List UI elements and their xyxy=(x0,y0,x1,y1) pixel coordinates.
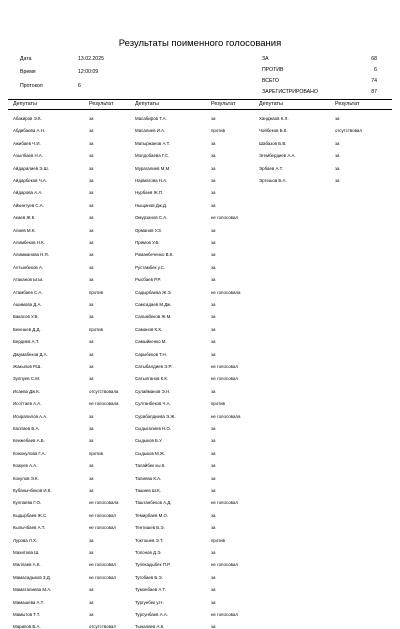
deputy-name: Мамасадыков З.Д. xyxy=(13,574,51,580)
vote-result: отсутствовал xyxy=(89,624,116,629)
deputy-name: Тентишев Б.Э. xyxy=(135,525,165,531)
deputy-name: Рысбаев Р.Р. xyxy=(135,277,161,283)
vote-result: не голосовал xyxy=(211,612,238,617)
vote-result: за xyxy=(335,165,340,171)
deputy-name: Кенжебаев А.Б. xyxy=(13,438,45,444)
vote-result: за xyxy=(89,364,94,369)
deputy-name: Жакыпов Р.Ш. xyxy=(13,364,42,369)
vote-result: за xyxy=(89,339,94,345)
vote-result: за xyxy=(89,537,94,543)
vote-result: за xyxy=(211,302,216,307)
deputy-name: Орманов У.З. xyxy=(135,227,163,233)
deputy-name: Мамытов Т.Т. xyxy=(13,612,41,617)
vote-result: за xyxy=(89,153,94,159)
vote-result: за xyxy=(211,178,216,183)
deputy-name: Акаев Ж.К. xyxy=(13,215,36,221)
vote-result: за xyxy=(211,599,216,605)
summary-value: 74 xyxy=(371,78,377,84)
deputy-name: Романбеченко В.К. xyxy=(135,252,174,258)
vote-result: за xyxy=(211,438,216,444)
vote-result: за xyxy=(211,574,216,580)
vote-result: за xyxy=(211,587,216,593)
deputy-name: Рустамбек у.С. xyxy=(135,264,166,270)
vote-result: за xyxy=(89,178,94,183)
column-header-deputies: Депутаты xyxy=(259,101,283,107)
deputy-name: Ташиев Ш.К. xyxy=(135,488,161,493)
deputy-name: Абакиров Э.К. xyxy=(13,116,42,121)
deputy-name: Примов У.Б. xyxy=(135,240,160,245)
vote-result: за xyxy=(89,351,94,357)
vote-result: за xyxy=(211,326,216,332)
vote-result: за xyxy=(89,202,94,208)
deputy-name: Тыналиев А.К. xyxy=(135,624,165,629)
vote-result: не голосовал xyxy=(89,512,116,518)
deputy-name: Сатылганов К.К. xyxy=(135,376,169,382)
vote-result: за xyxy=(89,227,94,233)
vote-result: за xyxy=(335,116,340,121)
deputy-name: Бакасов У.Б. xyxy=(13,314,39,320)
vote-result: за xyxy=(89,264,94,270)
vote-result: не голосовал xyxy=(89,574,116,580)
deputy-name: Абдибаева А.Н. xyxy=(13,128,46,134)
deputy-name: Кокулов Э.К. xyxy=(13,475,39,481)
vote-result: за xyxy=(211,624,216,629)
deputy-name: Ныщанов Дж.Д. xyxy=(135,202,168,208)
vote-result: не голосовала xyxy=(89,401,119,407)
vote-result: против xyxy=(89,450,103,456)
deputy-name: Исоттаев А.А. xyxy=(13,401,42,407)
date-value: 13.02.2025 xyxy=(78,56,104,62)
summary-label: ЗАРЕГИСТРИРОВАНО xyxy=(262,89,318,95)
deputy-name: Махитова Ш. xyxy=(13,550,40,555)
deputy-name: Топонов Д.Э. xyxy=(135,550,162,555)
summary-label: ВСЕГО xyxy=(262,78,280,84)
vote-result: не голосовал xyxy=(211,376,238,382)
deputy-name: Сатыбалдиев Э.Р. xyxy=(135,364,172,369)
deputy-name: Мурагалиев М.М. xyxy=(135,165,171,171)
column-header-deputies: Депутаты xyxy=(135,101,159,107)
vote-result: против xyxy=(89,289,103,295)
vote-result: за xyxy=(89,140,94,146)
vote-result: за xyxy=(211,463,216,469)
column-header-deputies: Депутаты xyxy=(13,101,37,107)
deputy-name: Талайбек кы.К. xyxy=(135,463,166,469)
vote-result: за xyxy=(89,215,94,221)
vote-result: за xyxy=(211,277,216,283)
deputy-name: Кожуев А.А. xyxy=(13,463,38,469)
deputy-name: Атаканов Ы.Ы. xyxy=(13,277,44,283)
summary-label: ЗА xyxy=(262,56,269,62)
deputy-name: Алтынбеков А. xyxy=(13,264,44,270)
deputy-name: Исирапилов А.А. xyxy=(13,413,48,419)
vote-result: за xyxy=(211,240,216,245)
deputy-name: Тугобаев Б.Э. xyxy=(135,574,163,580)
vote-result: за xyxy=(89,240,94,245)
vote-result: за xyxy=(335,140,340,146)
vote-result: за xyxy=(211,512,216,518)
vote-result: за xyxy=(211,550,216,555)
vote-result: за xyxy=(89,426,94,431)
deputy-name: Тургунбек у.Н. xyxy=(135,599,164,605)
deputy-name: Сальмбеков Ж.М. xyxy=(135,314,172,320)
deputy-name: Молдобаева Г.С. xyxy=(135,153,170,159)
vote-result: не голосовала xyxy=(211,289,241,295)
deputy-name: Эгембердиев А.А. xyxy=(259,153,296,159)
deputy-name: Турсунбаев А.А. xyxy=(135,612,168,617)
deputy-name: Омурзанов С.А. xyxy=(135,215,168,221)
deputy-name: Садырбаева Ж.Э. xyxy=(135,289,172,295)
vote-result: не голосовала xyxy=(89,500,119,506)
deputy-name: Матыржанов А.Т. xyxy=(135,140,171,146)
deputy-name: Сыдыгалиев Н.О. xyxy=(135,426,172,431)
vote-result: не голосовал xyxy=(89,562,116,568)
vote-result: за xyxy=(89,252,94,258)
vote-result: за xyxy=(89,190,94,196)
deputy-name: Темирбаев М.О. xyxy=(135,512,169,518)
deputy-name: Тулекадыбек П.Р. xyxy=(135,562,171,568)
protocol-value: 6 xyxy=(78,83,81,89)
vote-result: за xyxy=(211,351,216,357)
vote-result: не голосовал xyxy=(211,562,238,568)
vote-result: за xyxy=(335,178,340,183)
vote-result: против xyxy=(211,128,225,134)
vote-result: за xyxy=(211,525,216,531)
vote-result: за xyxy=(211,450,216,456)
deputy-name: Самсадаев М.Дж. xyxy=(135,302,172,307)
deputy-name: Сулайманов Э.Н. xyxy=(135,388,171,394)
deputy-name: Айкинтуев С.А. xyxy=(13,202,44,208)
vote-result: за xyxy=(211,190,216,196)
vote-result: за xyxy=(211,252,216,258)
deputy-name: Айдарбеков Ч.А. xyxy=(13,178,47,183)
deputy-name: Марипов Б.А. xyxy=(13,624,41,629)
time-value: 12:00:09 xyxy=(78,69,99,75)
summary-label: ПРОТИВ xyxy=(262,67,284,73)
deputy-name: Чойбеков Б.К. xyxy=(259,128,288,134)
deputy-name: Алимбеков Н.К. xyxy=(13,240,45,245)
vote-result: за xyxy=(211,165,216,171)
deputy-name: Эртешов Б.А. xyxy=(259,178,287,183)
deputy-name: Сарыбеков Т.Н. xyxy=(135,351,167,357)
deputy-name: Султанбеков Ч.А. xyxy=(135,401,171,407)
deputy-name: Мамашева А.Т. xyxy=(13,599,45,605)
vote-result: за xyxy=(211,475,216,481)
vote-result: против xyxy=(211,401,225,407)
vote-result: отсутствовал xyxy=(335,128,362,134)
vote-result: за xyxy=(89,376,94,382)
vote-result: за xyxy=(89,488,94,493)
vote-result: за xyxy=(89,128,94,134)
document-title: Результаты поименного голосования xyxy=(118,38,282,49)
deputy-name: Калпаев Б.А. xyxy=(13,426,40,431)
deputy-name: Шабазов Б.В. xyxy=(259,140,287,146)
deputy-name: Лурова Л.Х. xyxy=(13,537,38,543)
deputy-name: Ашимова Д.А. xyxy=(13,302,42,307)
vote-result: против xyxy=(211,537,225,543)
deputy-name: Бердиев А.Т. xyxy=(13,339,40,345)
vote-result: за xyxy=(211,202,216,208)
vote-result: за xyxy=(89,116,94,121)
column-header-result: Результат xyxy=(211,101,236,107)
protocol-label: Протокол xyxy=(20,83,43,89)
vote-result: за xyxy=(89,438,94,444)
deputy-name: Маматалиева М.А. xyxy=(13,587,52,593)
deputy-name: Сыдыков Б.У. xyxy=(135,438,163,444)
vote-result: за xyxy=(211,116,216,121)
deputy-name: Атамбаев С.А. xyxy=(13,289,43,295)
date-label: Дата xyxy=(20,56,32,62)
summary-value: 6 xyxy=(374,67,377,73)
vote-result: за xyxy=(335,153,340,159)
vote-result: не голосовал xyxy=(211,364,238,369)
time-label: Время xyxy=(20,69,36,75)
vote-result: за xyxy=(89,413,94,419)
vote-result: за xyxy=(89,463,94,469)
deputy-name: Маллаев А.К. xyxy=(13,562,41,568)
deputy-name: Тумонбаев А.Т. xyxy=(135,587,166,593)
vote-result: за xyxy=(211,227,216,233)
deputy-name: Сыдыков М.Ж. xyxy=(135,450,166,456)
vote-result: не голосовала xyxy=(211,413,241,419)
deputy-name: Бекешев Д.Д. xyxy=(13,326,41,332)
deputy-name: Ажибаев Ч.И. xyxy=(13,140,41,146)
deputy-name: Саманов К.К. xyxy=(135,326,163,332)
deputy-name: Кубанычбеков И.К. xyxy=(13,488,52,493)
deputy-name: Кылычбаев А.Т. xyxy=(13,525,46,531)
vote-result: не голосовал xyxy=(211,215,238,221)
vote-result: отсутствовала xyxy=(89,388,119,394)
vote-result: против xyxy=(89,326,103,332)
deputy-name: Исаева Дж.К. xyxy=(13,388,41,394)
column-header-result: Результат xyxy=(335,101,360,107)
deputy-name: Ханджаов К.Л. xyxy=(259,116,289,121)
header-bottom-rule xyxy=(8,109,392,110)
vote-result: за xyxy=(211,140,216,146)
vote-result: за xyxy=(211,488,216,493)
vote-result: за xyxy=(89,165,94,171)
vote-result: за xyxy=(89,587,94,593)
deputy-name: Самыйкенко М. xyxy=(135,339,167,345)
summary-value: 68 xyxy=(371,56,377,62)
vote-result: за xyxy=(89,550,94,555)
deputy-name: Нурбаев Ж.П. xyxy=(135,190,164,196)
vote-result: за xyxy=(89,612,94,617)
deputy-name: Масабиров Т.А. xyxy=(135,116,167,121)
deputy-name: Нарматова Н.А. xyxy=(135,178,168,183)
vote-result: не голосовал xyxy=(89,525,116,531)
vote-result: за xyxy=(89,314,94,320)
vote-result: за xyxy=(89,599,94,605)
summary-value: 87 xyxy=(371,89,377,95)
deputy-name: Кулпаева Г.О. xyxy=(13,500,42,506)
vote-result: за xyxy=(211,339,216,345)
vote-result: за xyxy=(211,314,216,320)
deputy-name: Джумабеков Д.А. xyxy=(13,351,48,357)
deputy-name: Токтошев Э.Т. xyxy=(135,537,164,543)
vote-result: за xyxy=(211,388,216,394)
vote-result: за xyxy=(211,264,216,270)
deputy-name: Масалиев И.А. xyxy=(135,128,166,134)
deputy-name: Азылбаев Н.А. xyxy=(13,153,44,159)
vote-result: за xyxy=(211,426,216,431)
deputy-name: Айдарова А.А. xyxy=(13,190,43,196)
deputy-name: Кыдырбаев Ж.С. xyxy=(13,512,48,518)
vote-result: за xyxy=(211,153,216,159)
deputy-name: Таштанбеков А.Д. xyxy=(135,500,172,506)
deputy-name: Алиев М.К. xyxy=(13,227,36,233)
deputy-name: Зулпуев С.М. xyxy=(13,376,41,382)
deputy-name: Кожокулова Г.А. xyxy=(13,450,46,456)
deputy-name: Сурабалдиева Э.Ж. xyxy=(135,413,176,419)
deputy-name: Эрбаев А.Т. xyxy=(259,165,284,171)
deputy-name: Айдаралиев Э.Ш. xyxy=(13,165,49,171)
vote-result: за xyxy=(89,277,94,283)
vote-result: не голосовал xyxy=(211,500,238,506)
vote-result: за xyxy=(89,475,94,481)
vote-result: за xyxy=(89,302,94,307)
column-header-result: Результат xyxy=(89,101,114,107)
deputy-name: Алимжанова Н.Я. xyxy=(13,252,49,258)
header-top-rule xyxy=(8,99,392,100)
deputy-name: Талиева К.А. xyxy=(135,475,162,481)
